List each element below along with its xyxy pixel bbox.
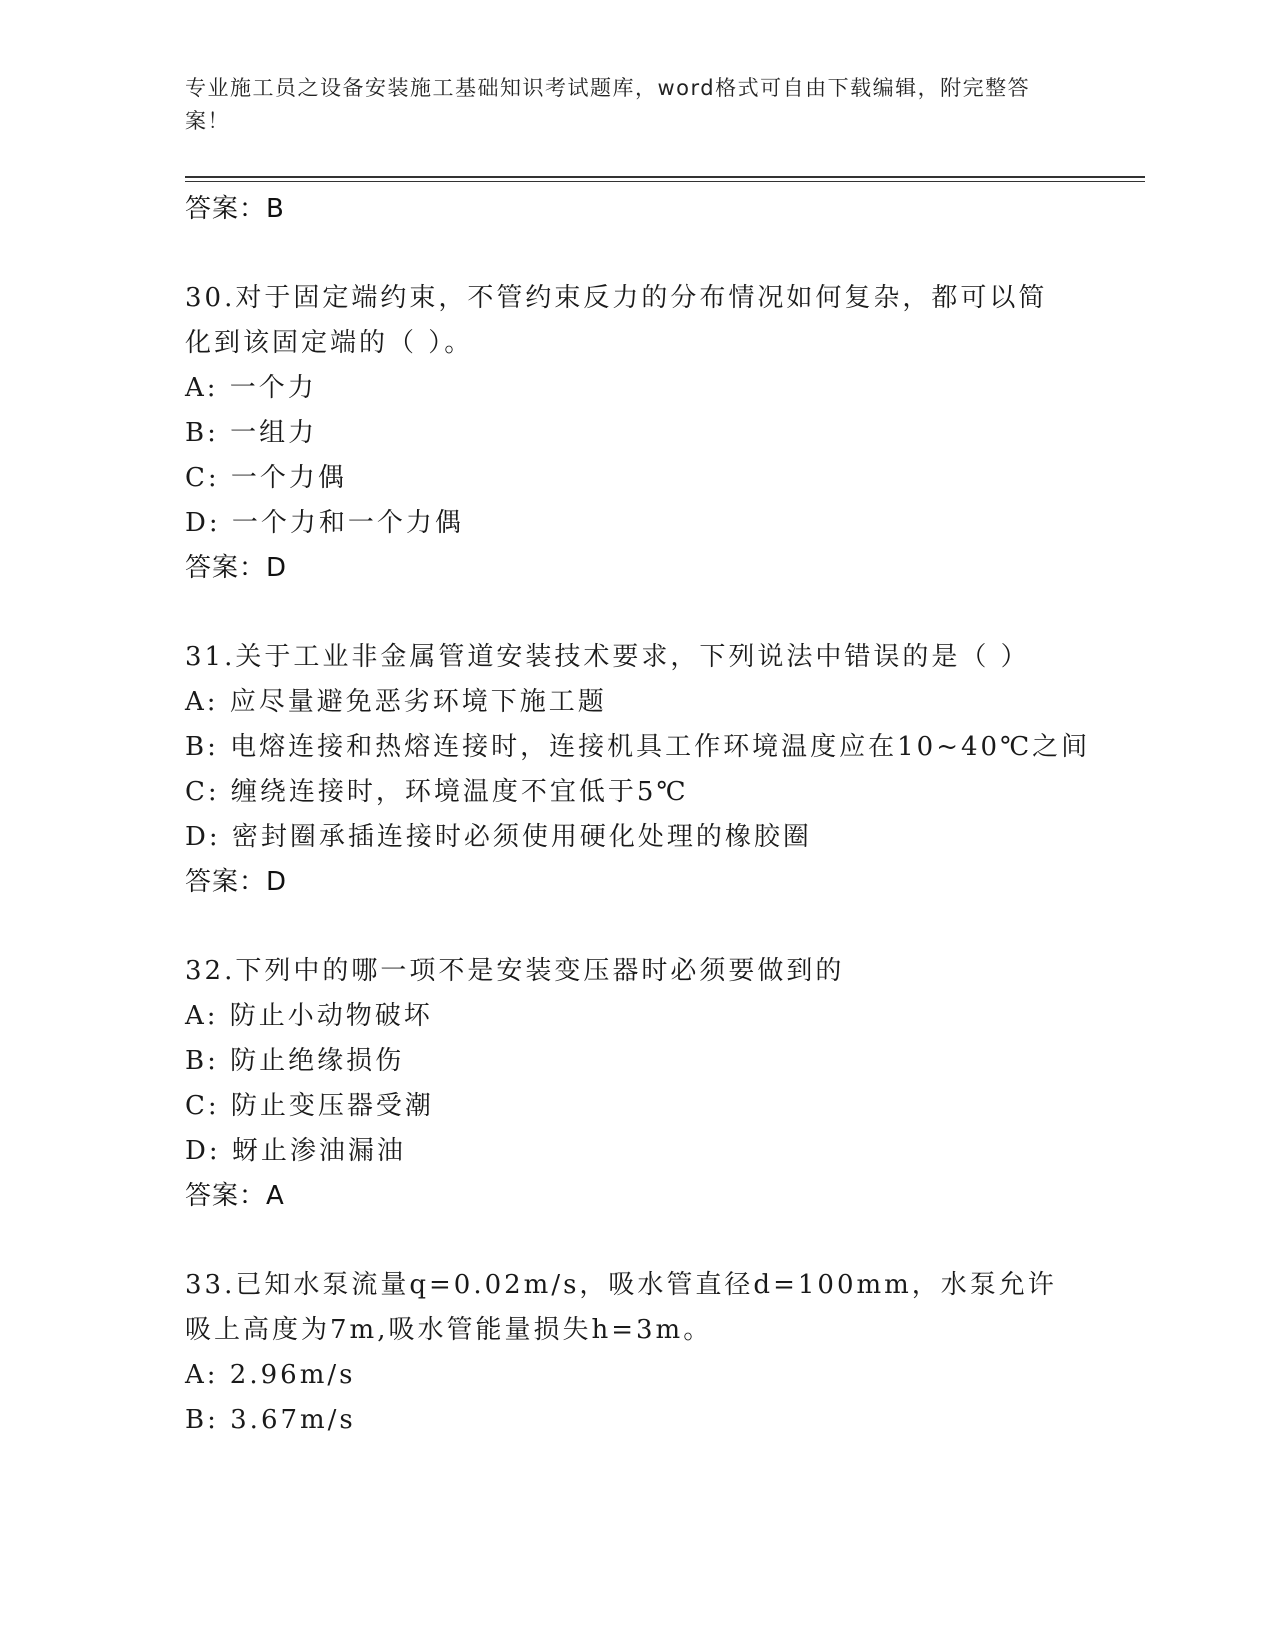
option-d: D: 密封圈承插连接时必须使用硬化处理的橡胶圈 — [185, 822, 812, 852]
option-a: A: 一个力 — [185, 373, 317, 403]
question-stem: 32.下列中的哪一项不是安装变压器时必须要做到的 — [185, 956, 845, 986]
option-b: B: 电熔连接和热熔连接时，连接机具工作环境温度应在10~40℃之间 — [185, 732, 1091, 762]
question-31 — [185, 635, 1091, 905]
answer-line: 答案：A — [185, 1181, 285, 1211]
answer-line: 答案：B — [185, 194, 285, 224]
option-c: C: 缠绕连接时，环境温度不宜低于5℃ — [185, 777, 689, 807]
option-c: C: 防止变压器受潮 — [185, 1091, 434, 1121]
spacer — [185, 232, 1075, 276]
question-stem: 33.已知水泵流量q=0.02m/s，吸水管直径d=100mm，水泵允许吸上高度为7m,吸水管能量损失h=3m。 — [185, 1270, 1057, 1345]
question-stem: 31.关于工业非金属管道安装技术要求，下列说法中错误的是（ ） — [185, 642, 1030, 672]
question-33 — [185, 1263, 1075, 1443]
option-c: C: 一个力偶 — [185, 463, 347, 493]
header-rule-thin — [185, 181, 1145, 182]
question-30 — [185, 276, 1075, 591]
header-rule-thick — [185, 176, 1145, 178]
answer-line: 答案：D — [185, 553, 288, 583]
question-stem: 30.对于固定端约束，不管约束反力的分布情况如何复杂，都可以简化到该固定端的（ ）。 — [185, 283, 1048, 358]
option-b: B: 3.67m/s — [185, 1405, 356, 1435]
spacer — [185, 591, 1075, 635]
question-32 — [185, 949, 1075, 1219]
option-b: B: 防止绝缘损伤 — [185, 1046, 405, 1076]
option-d: D: 蚜止渗油漏油 — [185, 1136, 406, 1166]
answer-line: 答案：D — [185, 867, 288, 897]
option-d: D: 一个力和一个力偶 — [185, 508, 464, 538]
question-list — [185, 187, 1091, 1443]
option-a: A: 2.96m/s — [185, 1360, 356, 1390]
spacer — [185, 1219, 1075, 1263]
option-a: A: 防止小动物破坏 — [185, 1001, 433, 1031]
spacer — [185, 905, 1075, 949]
document-header: 专业施工员之设备安装施工基础知识考试题库，word格式可自由下载编辑，附完整答案！ — [185, 76, 1031, 133]
option-a: A: 应尽量避免恶劣环境下施工题 — [185, 687, 607, 717]
option-b: B: 一组力 — [185, 418, 318, 448]
